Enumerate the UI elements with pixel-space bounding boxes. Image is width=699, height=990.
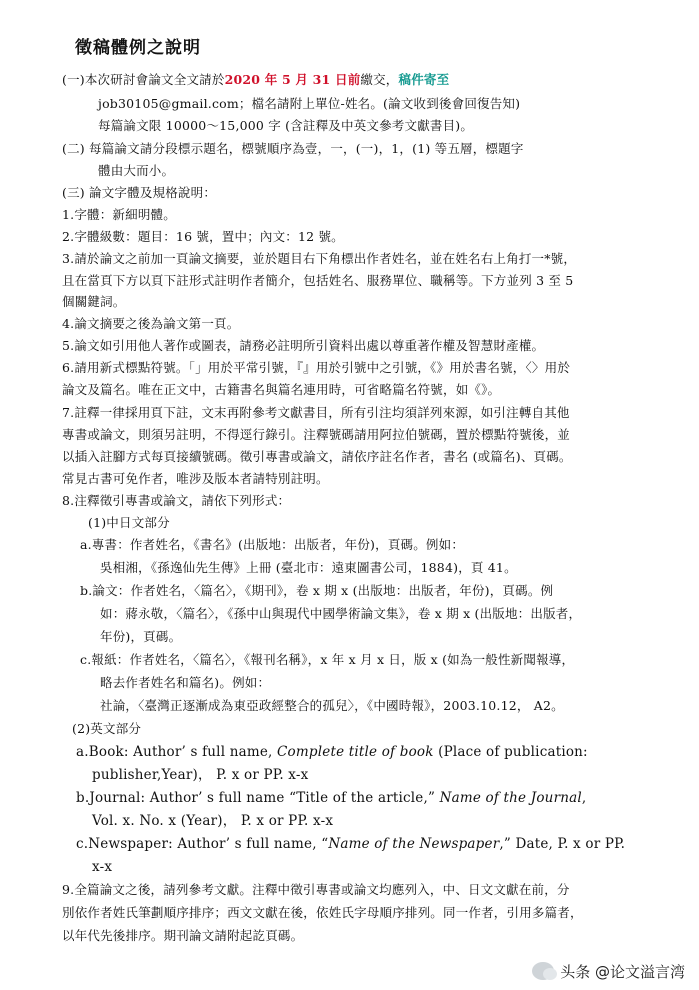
rule-line: 5.論文如引用他人著作或圖表，請務必註明所引資料出處以尊重著作權及智慧財產權。 — [62, 338, 545, 353]
rule-line: 3.請於論文之前加一頁論文摘要，並於題目右下角標出作者姓名，並在姓名右上角打一*號， — [62, 251, 577, 266]
rule-line: 專書或論文，則須另註明，不得逕行錄引。注釋號碼請用阿拉伯號碼，置於標點符號後，並 — [62, 427, 571, 442]
section2-line1: (二) 每篇論文請分段標示題名，標號順序為壹，一，(一)，1，(1) 等五層，標題字 — [62, 141, 524, 156]
rule8-c-line2: 略去作者姓名和篇名)。例如： — [100, 675, 271, 690]
rule8-b-line1: b.論文：作者姓名，〈篇名〉，《期刊》，卷 x 期 x (出版地：出版者，年份)，頁碼。例 — [80, 583, 554, 598]
rule-line: 常見古書可免作者，唯涉及版本者請特別註明。 — [62, 471, 329, 486]
rule-line: 且在當頁下方以頁下註形式註明作者簡介，包括姓名、服務單位、職稱等。下方並列 3 至 5 — [62, 273, 574, 288]
rule-line: 2.字體級數：題目：16 號，置中；內文：12 號。 — [62, 229, 344, 244]
english-book-label: a.Book: Author’ s full name, — [76, 744, 278, 760]
english-book-line2: publisher,Year)， P. x or PP. x-x — [92, 767, 309, 783]
watermark-text: 头条 @论文溢言湾 — [560, 962, 685, 981]
english-journal-comma: , — [581, 790, 587, 806]
section1-line2: job30105@gmail.com；檔名請附上單位-姓名。(論文收到後會回復告知) — [98, 96, 521, 111]
rule-line: 以插入註腳方式每頁接續號碼。徵引專書或論文，請依序註名作者，書名 (或篇名)、頁碼。 — [62, 449, 572, 464]
english-journal-name: Name of the Journal — [439, 790, 582, 806]
english-book-line1 — [76, 744, 588, 760]
rule-line: 6.請用新式標點符號。「」用於平常引號，『』用於引號中之引號，《》用於書名號，〈〉用於 — [62, 360, 571, 375]
deadline-text: 2020 年 5 月 31 日前 — [224, 72, 361, 87]
section1-line1 — [62, 72, 449, 88]
section1-mid: 繳交， — [360, 72, 399, 87]
section1-line3: 每篇論文限 10000～15,000 字 (含註釋及中英文參考文獻書目)。 — [98, 118, 474, 133]
rule8-sub2: (2)英文部分 — [72, 721, 142, 736]
english-book-title: Complete title of book — [277, 744, 434, 760]
section2-line2: 體由大而小。 — [98, 163, 175, 178]
rule9-line1: 9.全篇論文之後，請列參考文獻。注釋中徵引專書或論文均應列入，中、日文文獻在前，分 — [62, 882, 570, 897]
rule8-c-line3: 社論，〈臺灣正逐漸成為東亞政經整合的孤兒〉，《中國時報》，2003.10.12， A2。 — [100, 698, 564, 713]
english-journal-line1 — [76, 790, 586, 806]
wechat-icon — [532, 962, 554, 980]
section1-prefix: (一)本次研討會論文全文請於 — [62, 72, 225, 87]
english-newspaper-label: c.Newspaper: Author’ s full name, “ — [76, 836, 329, 852]
rule-line: 論文及篇名。唯在正文中，古籍書名與篇名連用時，可省略篇名符號，如《》。 — [62, 382, 501, 397]
english-newspaper-line1 — [76, 836, 625, 852]
rule8-b-line2: 如：蔣永敬，〈篇名〉，《孫中山與現代中國學術論文集》，卷 x 期 x (出版地：出版者， — [100, 606, 582, 621]
rule8-sub1: (1)中日文部分 — [88, 515, 170, 530]
english-newspaper-name: Name of the Newspaper — [328, 836, 500, 852]
english-newspaper-date: ,” Date, P. x or PP. — [499, 836, 626, 852]
document-title: 徵稿體例之說明 — [75, 38, 201, 58]
send-to-text: 稿件寄至 — [398, 72, 450, 87]
rule8-a-line1: a.專書：作者姓名，《書名》(出版地：出版者，年份)，頁碼。例如： — [80, 537, 465, 552]
watermark — [532, 958, 685, 984]
english-journal-label: b.Journal: Author’ s full name “Title of the article,” — [76, 790, 440, 806]
rule-line: 7.註釋一律採用頁下註，文末再附參考文獻書目，所有引注均須詳列來源，如引注轉自其他 — [62, 405, 570, 420]
rule8-c-line1: c.報紙：作者姓名，〈篇名〉，《報刊名稱》，x 年 x 月 x 日，版 x (如為一般性新聞報導， — [80, 652, 575, 667]
english-journal-line2: Vol. x. No. x (Year)， P. x or PP. x-x — [92, 813, 334, 829]
section3-heading: (三) 論文字體及規格說明： — [62, 185, 217, 200]
rule-line: 4.論文摘要之後為論文第一頁。 — [62, 316, 240, 331]
rule9-line2: 別依作者姓氏筆劃順序排序；西文文獻在後，依姓氏字母順序排列。同一作者，引用多篇者， — [62, 905, 583, 920]
rule-line: 個關鍵詞。 — [62, 294, 126, 309]
rule8-heading: 8.注釋徵引專書或論文，請依下列形式： — [62, 493, 291, 508]
rule8-a-line2: 吳相湘，《孫逸仙先生傳》上冊 (臺北市：遠東圖書公司，1884)，頁 41。 — [100, 560, 517, 575]
rule8-b-line3: 年份)，頁碼。 — [100, 629, 182, 644]
english-book-place: (Place of publication: — [433, 744, 588, 760]
rule9-line3: 以年代先後排序。期刊論文請附起訖頁碼。 — [62, 928, 304, 943]
rule-line: 1.字體：新細明體。 — [62, 207, 176, 222]
english-newspaper-line2: x-x — [92, 859, 113, 875]
